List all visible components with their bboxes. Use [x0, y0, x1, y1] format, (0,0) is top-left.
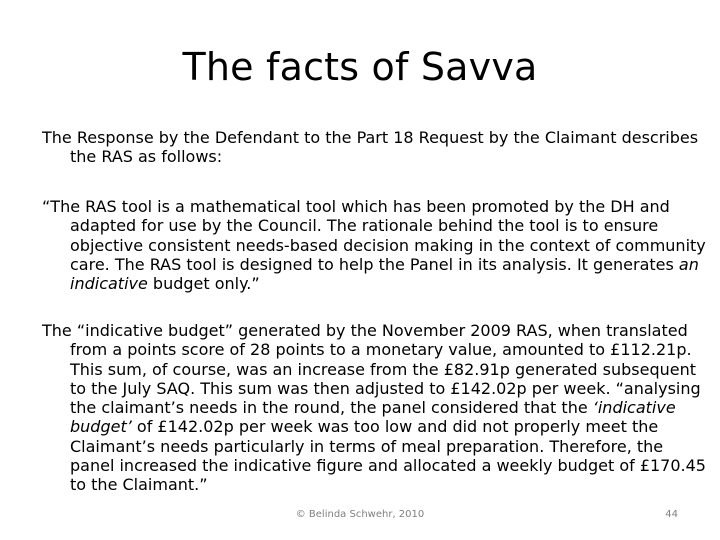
ras-quote-text: “The RAS tool is a mathematical tool which has been promoted by the DH and adapted for use by the Council. The rationale behind the tool is to ensure objective consistent needs-based decision making in the context of community care. The RAS tool is designed to help the Panel in its analysis. It generates	[42, 197, 706, 274]
paragraph-intro: The Response by the Defendant to the Part 18 Request by the Claimant describes the RAS as follows:	[42, 128, 699, 167]
budget-emphasis: ‘indicative budget’	[70, 398, 676, 437]
ras-quote-text-end: budget only.”	[147, 274, 260, 294]
page-number: 44	[665, 509, 678, 520]
ras-quote-emphasis: an indicative	[70, 254, 699, 294]
budget-text: The “indicative budget” generated by the November 2009 RAS, when translated from a points score of 28 points to a monetary value, amounted to £112.21p. This sum, of course, was an increase from the £82.91p generated subsequent to the July SAQ. This sum was then adjusted to £142.02p per week. “analysing the claimant’s needs in the round, the panel considered that the	[42, 321, 701, 418]
paragraph-ras-quote	[42, 197, 710, 293]
budget-text-end: of £142.02p per week was too low and did not properly meet the Claimant’s needs particularly in terms of meal preparation. Therefore, the panel increased the indicative figure and allocated a weekly budget of £170.45 to the Claimant.”	[70, 417, 706, 495]
footer-copyright: © Belinda Schwehr, 2010	[295, 509, 425, 520]
paragraph-indicative-budget	[42, 321, 710, 495]
slide-title: The facts of Savva	[182, 45, 538, 89]
